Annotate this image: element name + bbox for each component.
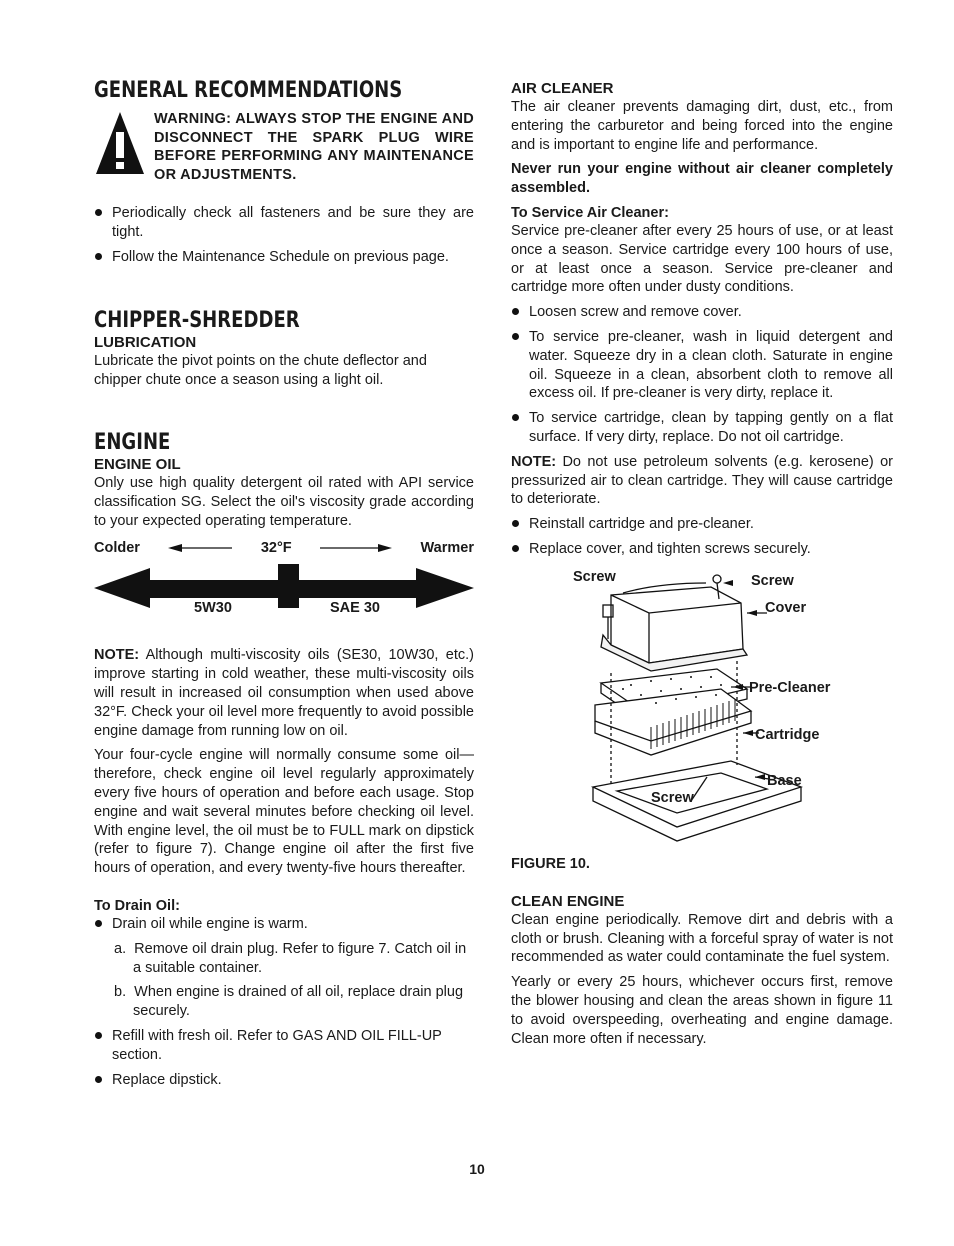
service-air-cleaner-text: Service pre-cleaner after every 25 hours of use, or at least once a season. Service cartridge every 100 hours of use, or at least once a season. Service pre-cleaner and cartridge more often under dusty conditions. <box>511 222 893 296</box>
clean-engine-frequency-text: Yearly or every 25 hours, whichever occurs first, remove the blower housing and clean the areas shown in figure 11 to avoid overspeeding, overheating and engine damage. Clean more often if necessary. <box>511 974 893 1047</box>
lubrication-subheading: LUBRICATION <box>94 334 197 352</box>
clean-engine-subheading: CLEAN ENGINE <box>511 892 625 910</box>
label-screw-bottom: Screw <box>651 789 694 806</box>
warmer-label: Warmer <box>420 540 474 557</box>
note-text: Do not use petroleum solvents (e.g. kerosene) or pressurized air to clean cartridge. They will cause cartridge to deteriorate. <box>511 453 893 508</box>
arrow-left-icon <box>168 543 232 553</box>
service-air-cleaner-subheading: To Service Air Cleaner: <box>511 204 669 221</box>
cartridge-note <box>511 453 893 509</box>
air-cleaner-intro: The air cleaner prevents damaging dirt, dust, etc., from entering the carburetor and being forced into the engine and is important to engine life and performance. <box>511 99 893 153</box>
label-screw-top-right: Screw <box>751 572 794 589</box>
temperature-scale <box>94 540 474 556</box>
list-item: Drain oil while engine is warm. <box>94 915 474 934</box>
list-item: Follow the Maintenance Schedule on previous page. <box>94 248 474 267</box>
list-item: Replace cover, and tighten screws securely. <box>511 540 893 559</box>
label-pre-cleaner: Pre-Cleaner <box>749 679 831 696</box>
general-bullets <box>94 204 474 266</box>
drain-step-b: b. When engine is drained of all oil, replace drain plug securely. <box>114 984 464 1020</box>
reinstall-bullets <box>511 515 893 559</box>
air-cleaner-figure <box>511 565 893 855</box>
label-base: Base <box>767 772 802 789</box>
note-text: Although multi-viscosity oils (SE30, 10W30, etc.) improve starting in cold weather, these multi-viscosity oils will result in increased oil consumption when used above 32°F. Check your oil level more frequently to avoid possible engine damage from running low on oil. <box>94 647 474 739</box>
colder-label: Colder <box>94 540 140 557</box>
note-label: NOTE: <box>94 647 140 664</box>
label-cartridge: Cartridge <box>755 726 820 743</box>
drain-oil-subheading: To Drain Oil: <box>94 897 180 914</box>
lubrication-text: Lubricate the pivot points on the chute deflector and chipper chute once a season using a light oil. <box>94 353 427 389</box>
drain-bullet-list <box>94 915 474 934</box>
air-cleaner-subheading: AIR CLEANER <box>511 80 614 97</box>
page-number: 10 <box>469 1161 485 1177</box>
list-item: Refill with fresh oil. Refer to GAS AND OIL FILL-UP section. <box>94 1027 474 1065</box>
engine-oil-subheading: ENGINE OIL <box>94 455 181 473</box>
air-cleaner-warning: Never run your engine without air cleaner completely assembled. <box>511 161 893 197</box>
grade-sae30: SAE 30 <box>330 600 380 617</box>
clean-engine-text: Clean engine periodically. Remove dirt and debris with a cloth or brush. Cleaning with a forceful spray of water is not recommended as water could contaminate the fuel system. <box>511 911 893 966</box>
list-item: Replace dipstick. <box>94 1071 474 1090</box>
oil-consumption-text: Your four-cycle engine will normally consume some oil—therefore, check engine oil level regularly approximately every five hours of operation and before each usage. Stop engine and wait several minutes before checking oil level. With engine level, the oil must be to FULL mark on dipstick (refer to figure 7). Change engine oil after the first five hours of operation, and every twenty-five hours thereafter. <box>94 747 474 877</box>
label-screw-top-left: Screw <box>573 568 616 585</box>
engine-heading: ENGINE <box>94 429 171 455</box>
figure-caption: FIGURE 10. <box>511 855 590 872</box>
list-item: Reinstall cartridge and pre-cleaner. <box>511 515 893 534</box>
list-item: Periodically check all fasteners and be sure they are tight. <box>94 204 474 242</box>
right-column <box>511 78 893 1048</box>
list-item: To service cartridge, clean by tapping gently on a flat surface. If very dirty, replace. Do not oil cartridge. <box>511 409 893 447</box>
temperature-label: 32°F <box>260 540 292 557</box>
service-bullets <box>511 303 893 447</box>
drain-step-a: a. Remove oil drain plug. Refer to figure 7. Catch oil in a suitable container. <box>114 940 467 976</box>
left-column <box>94 78 474 1095</box>
warning-block <box>94 110 474 184</box>
arrow-right-icon <box>320 543 392 553</box>
refill-bullets <box>94 1027 474 1089</box>
warning-text: WARNING: ALWAYS STOP THE ENGINE AND DISCONNECT THE SPARK PLUG WIRE BEFORE PERFORMING ANY MAINTENANCE OR ADJUSTMENTS. <box>154 111 474 183</box>
chipper-shredder-heading: CHIPPER-SHREDDER <box>94 308 300 334</box>
viscosity-arrow-icon <box>94 562 474 626</box>
note-label: NOTE: <box>511 453 557 470</box>
general-recommendations-heading: GENERAL RECOMMENDATIONS <box>94 78 403 103</box>
air-cleaner-exploded-diagram <box>511 565 893 855</box>
list-item: Loosen screw and remove cover. <box>511 303 893 322</box>
engine-oil-intro: Only use high quality detergent oil rated with API service classification SG. Select the oil's viscosity grade according to your expected operating temperature. <box>94 474 474 529</box>
label-cover: Cover <box>765 599 807 616</box>
warning-icon <box>94 110 154 184</box>
viscosity-chart <box>94 562 474 626</box>
list-item: To service pre-cleaner, wash in liquid detergent and water. Squeeze dry in a clean cloth. Saturate in engine oil. Squeeze in a clean, absorbent cloth to remove all excess oil. If pre-cleaner is very dirty, replace it. <box>511 328 893 403</box>
grade-5w30: 5W30 <box>194 600 232 617</box>
engine-oil-note <box>94 646 474 740</box>
